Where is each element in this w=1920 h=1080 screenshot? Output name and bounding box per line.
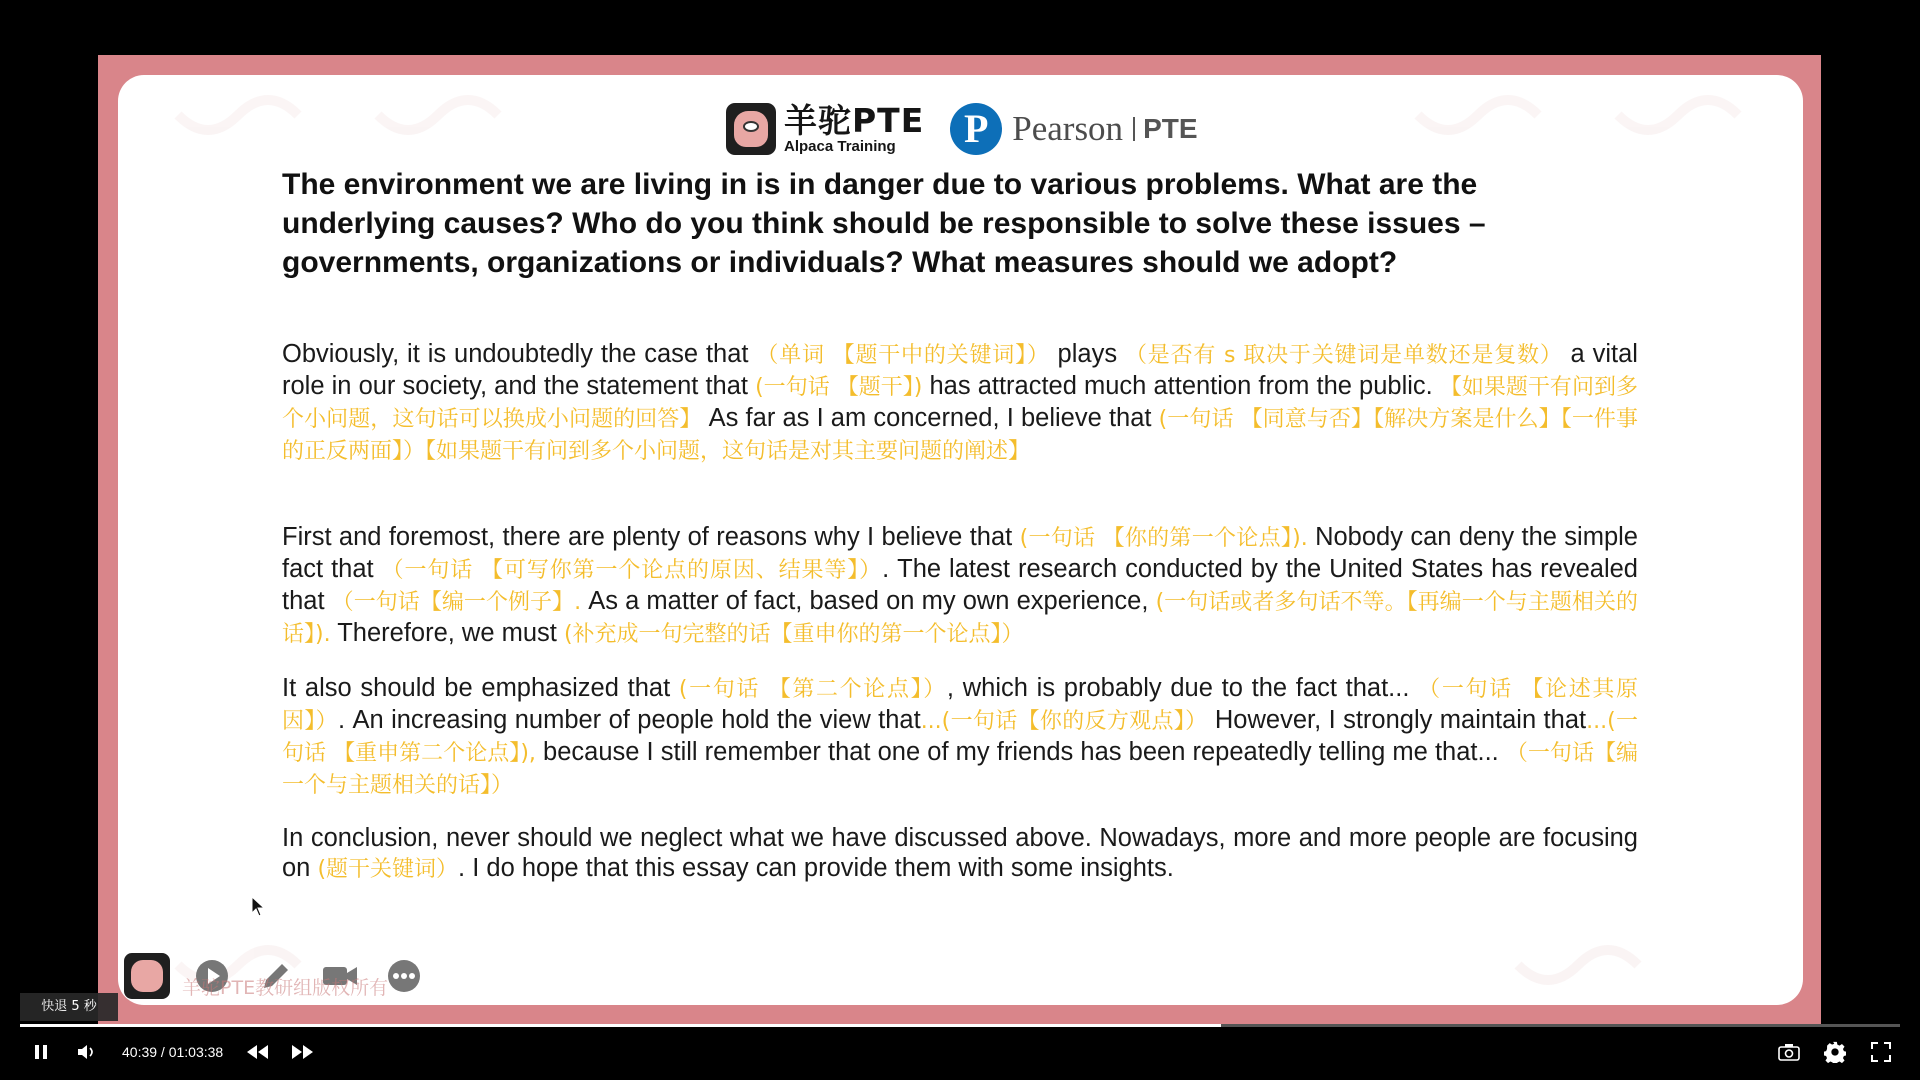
more-icon[interactable] [384,956,424,996]
essay-text: Nobody can deny the simple fact that [282,523,1638,583]
essay-text: , which is probably due to the fact that... [946,674,1419,702]
rewind-icon[interactable] [244,1032,272,1072]
template-hint: （一句话【编一个与主题相关的话】） [282,741,1638,798]
screenshot-camera-icon[interactable] [1774,1032,1804,1072]
alpaca-brand-en: Alpaca Training [784,138,896,155]
template-hint: 【如果题干有问到多个小问题，这句话可以换成小问题的回答】 [282,375,1638,432]
essay-text: In conclusion, never should we neglect what we have discussed above. Nowadays, more and more people are focusing on [282,824,1638,882]
fast-forward-icon[interactable] [288,1032,316,1072]
template-hint: (补充成一句完整的话【重申你的第一个论点】） [563,622,1024,647]
essay-question: The environment we are living in is in danger due to various problems. What are the underlying causes? Who do you think should be responsible to solve these issues – governments, organizations or individuals? What measures should we adopt? [282,168,1486,279]
essay-paragraph-conclusion [282,823,1638,885]
template-hint: ...(一句话 【重申第二个论点】), [282,709,1638,766]
essay-text: It also should be emphasized that [282,674,679,702]
template-hint: （一句话【编一个例子】. [331,590,582,615]
essay-text: Obviously, it is undoubtedly the case that [282,340,757,368]
copyright-watermark: 羊驼PTE教研组版权所有 [182,977,389,999]
template-hint: （一句话 【论述其原因】） [282,677,1638,734]
time-display: 40:39 / 01:03:38 [122,1044,224,1060]
template-hint: (一句话 【你的第一个论点】). [1019,526,1308,551]
essay-text: a vital role in our society, and the statement that [282,340,1638,400]
template-hint: (一句话或者多句话不等。【再编一个与主题相关的话】). [282,590,1638,647]
slide [118,75,1803,1005]
essay-text: However, I strongly maintain that [1207,706,1587,734]
template-hint: ...(一句话【你的反方观点】） [920,709,1208,734]
essay-text: plays [1057,340,1125,368]
alpaca-logo-icon [726,103,776,155]
essay-text: . The latest research conducted by the United States has revealed that [282,555,1638,615]
template-hint: (一句话 【题干】) [755,375,923,400]
pearson-logo-icon: P [950,103,1002,155]
seek-toast: 快退 5 秒 [20,993,118,1021]
settings-gear-icon[interactable] [1820,1032,1850,1072]
template-hint: （一句话 【可写你第一个论点的原因、结果等】） [381,558,883,583]
player-controls [0,1032,1920,1072]
essay-paragraph-intro [282,339,1638,467]
essay-text: As a matter of fact, based on my own experience, [581,587,1156,615]
essay-text: . I do hope that this essay can provide them with some insights. [458,854,1174,882]
essay-text: Therefore, we must [330,619,564,647]
essay-text: . An increasing number of people hold the view that [337,706,921,734]
avatar-icon[interactable] [124,953,170,999]
template-hint: （单词 【题干中的关键词】） [756,343,1058,368]
essay-text: First and foremost, there are plenty of reasons why I believe that [282,523,1020,551]
essay-text: has attracted much attention from the public. [922,372,1440,400]
template-hint: (题干关键词） [317,857,459,882]
fullscreen-icon[interactable] [1866,1032,1896,1072]
template-hint: （是否有 s 取决于关键词是单数还是复数） [1124,343,1563,368]
logo-bar [726,99,1198,159]
essay-text: As far as I am concerned, I believe that [701,404,1159,432]
pearson-brand: Pearson [1012,109,1124,148]
template-hint: (一句话 【第二个论点】） [678,677,947,702]
essay-paragraph-body-2 [282,673,1638,801]
logo-divider [1133,117,1135,141]
volume-icon[interactable] [72,1032,102,1072]
template-hint: (一句话 【同意与否】【解决方案是什么】【一件事的正反两面】）【如果题干有问到多个小问题，这句话是对其主要问题的阐述】 [282,407,1638,464]
essay-text: because I still remember that one of my friends has been repeatedly telling me that... [535,738,1506,766]
alpaca-logo-text [784,101,925,155]
essay-paragraph-body-1 [282,522,1638,650]
alpaca-brand-cn: 羊驼PTE [784,101,925,140]
progress-bar[interactable] [20,1024,1900,1027]
pte-brand: PTE [1143,113,1198,144]
pause-icon[interactable] [26,1032,56,1072]
progress-fill [20,1024,1221,1027]
